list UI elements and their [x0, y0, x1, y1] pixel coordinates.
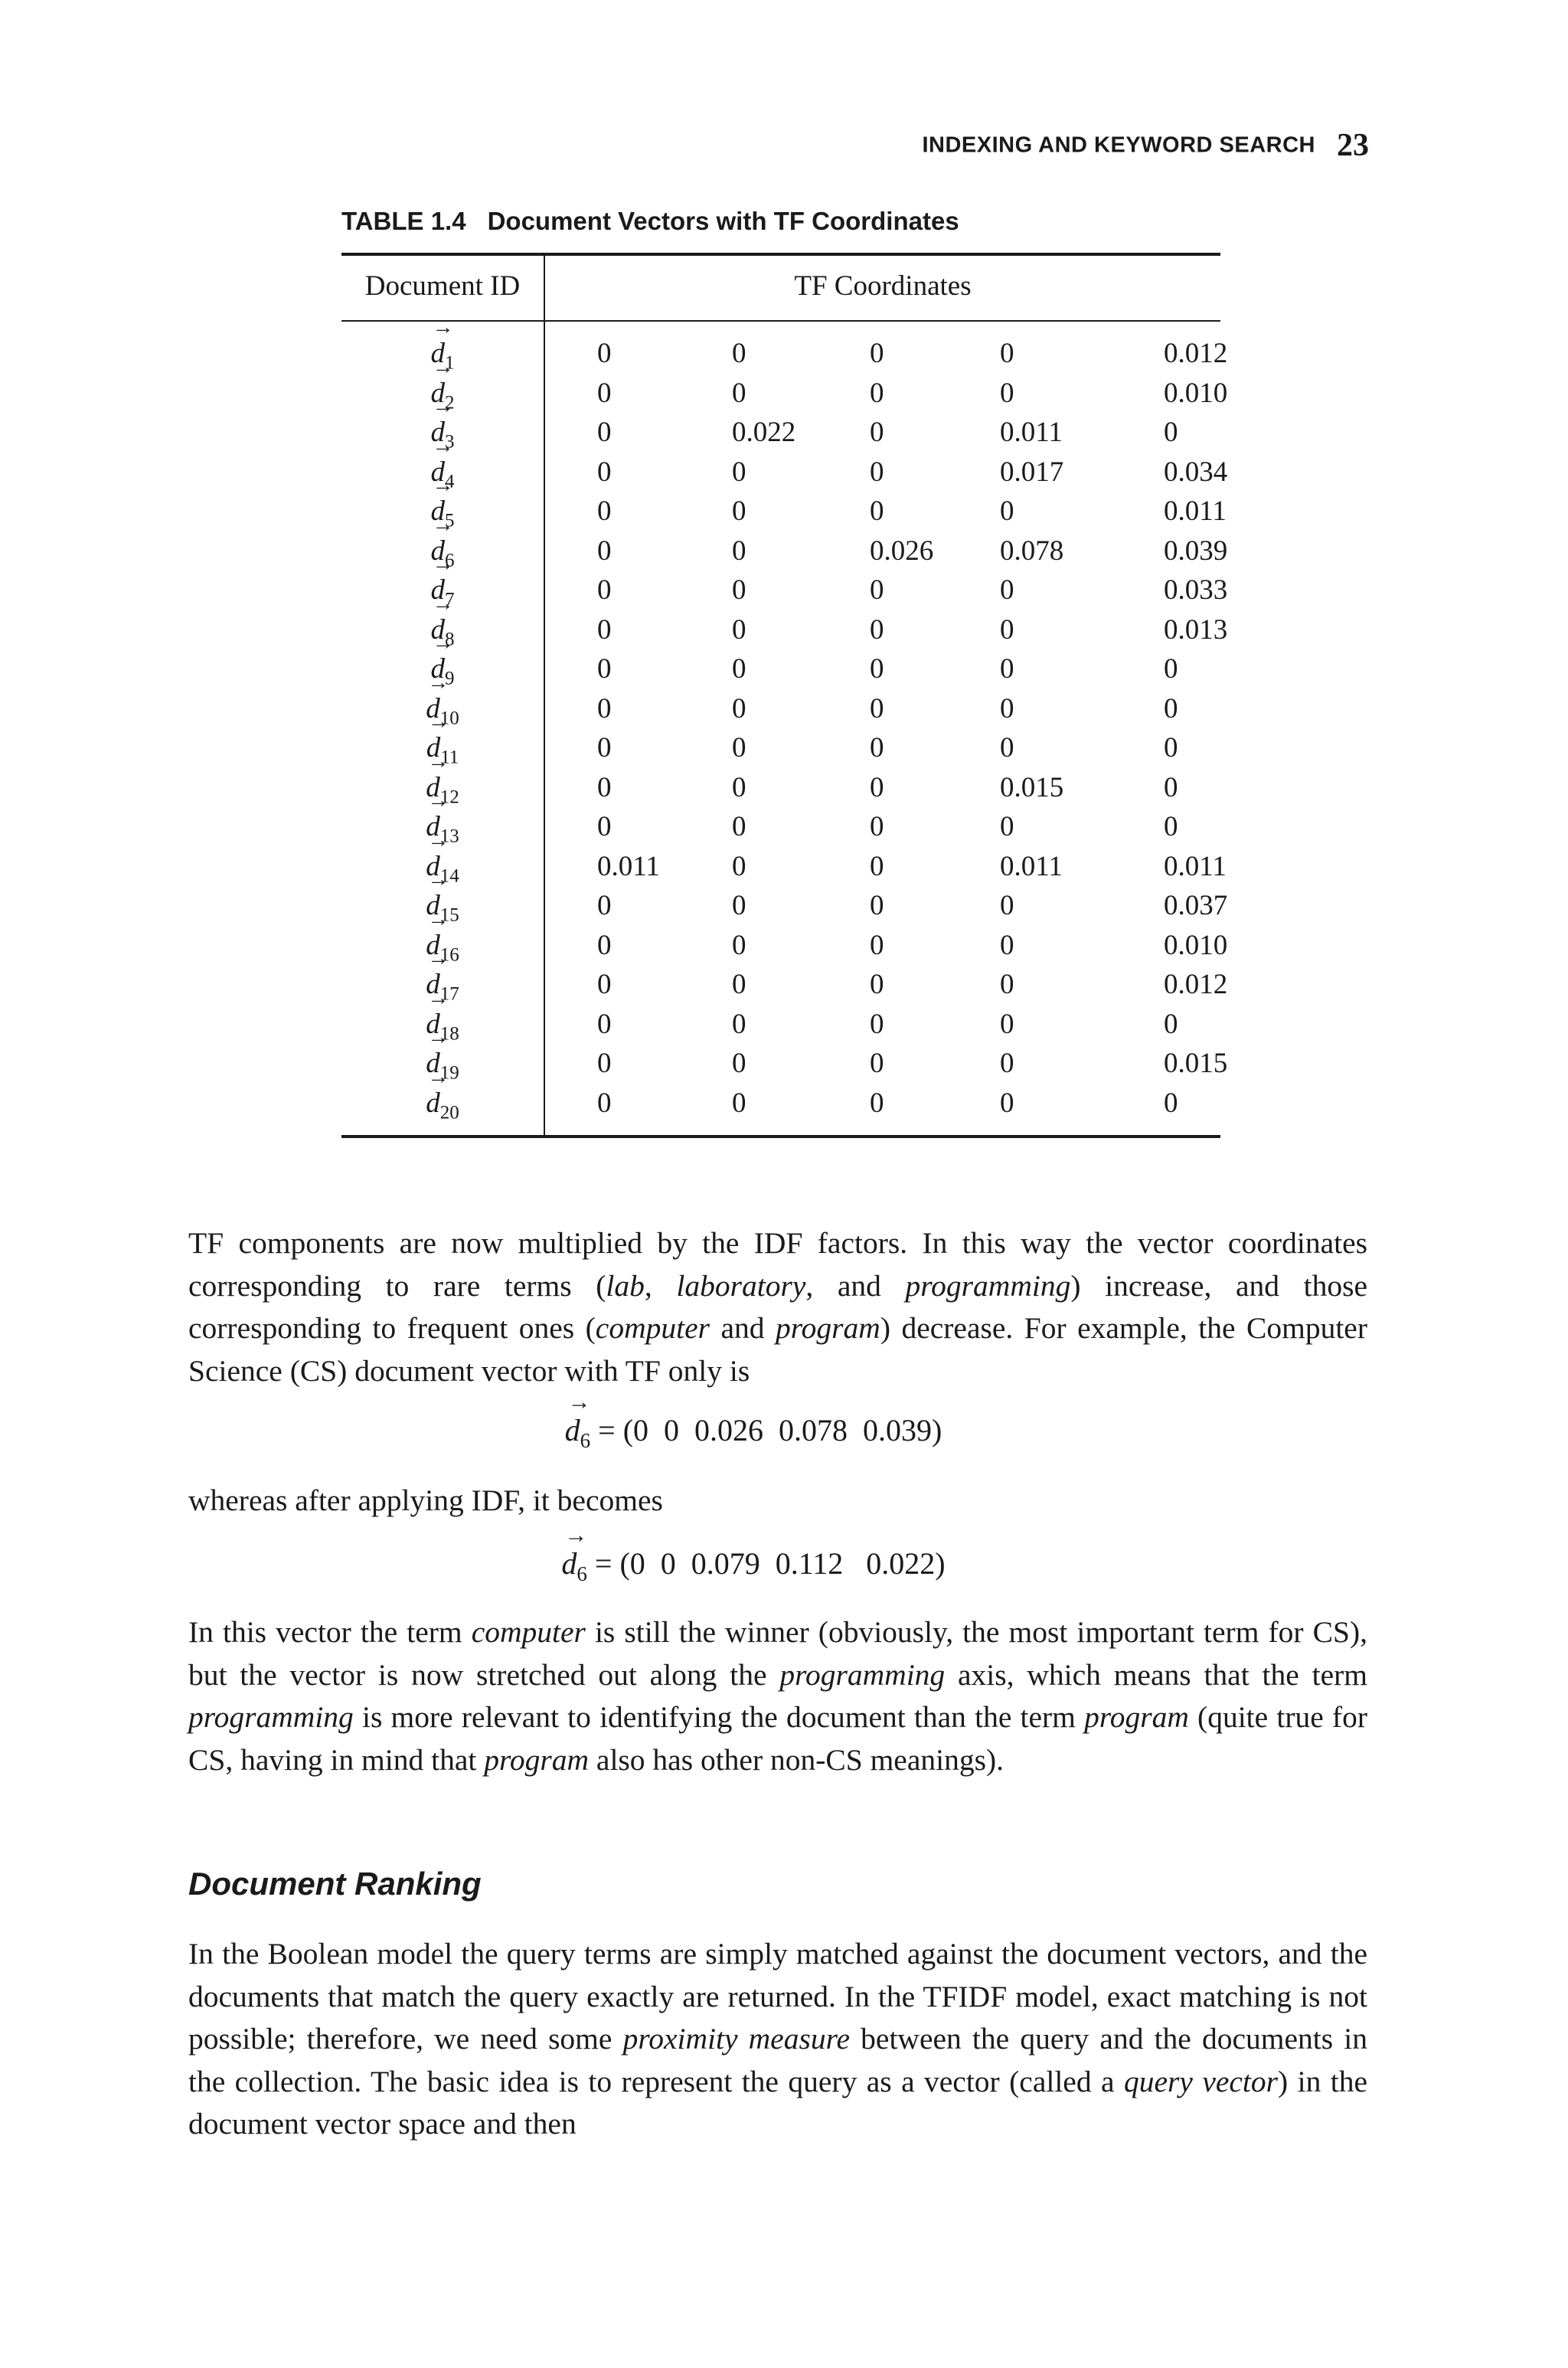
table-body [341, 337, 1228, 1126]
tf-value-cell: 0.011 [597, 850, 660, 882]
tf-value-cell: 0.012 [1164, 969, 1228, 1000]
tf-value-cell: 0 [1000, 377, 1014, 409]
tf-value-cell: 0 [1164, 1008, 1178, 1040]
document-vector-symbol: → d [426, 929, 440, 962]
tf-value-cell: 0 [1000, 929, 1014, 961]
tf-coordinates-table [341, 253, 1228, 1141]
tf-value-cell: 0 [870, 1008, 884, 1040]
document-vector-symbol: → d [431, 535, 446, 567]
tf-value-cell: 0 [597, 574, 612, 606]
table-row [341, 1087, 1220, 1127]
document-index: 13 [439, 826, 459, 847]
text-run: and [709, 1311, 776, 1345]
tf-value-cell: 0 [597, 613, 612, 646]
tf-value-cell: 0 [870, 969, 884, 1000]
tf-value-cell: 0 [732, 929, 746, 961]
tf-value-cell: 0.015 [1000, 771, 1064, 803]
italic-term: programming [905, 1268, 1071, 1303]
paragraph-vector-analysis [188, 1611, 1367, 1781]
document-vector-symbol: → d [426, 731, 441, 764]
tf-value-cell: 0 [732, 890, 746, 921]
equation-rhs: = (0 0 0.026 0.078 0.039) [598, 1413, 942, 1447]
tf-value-cell: 0 [732, 850, 746, 882]
document-vector-symbol: → d [431, 653, 446, 685]
tf-value-cell: 0 [1000, 890, 1014, 921]
italic-term: lab [606, 1268, 645, 1303]
document-vector-symbol: → d [431, 495, 446, 528]
tf-value-cell: 0 [870, 456, 884, 488]
tf-value-cell: 0 [1164, 692, 1178, 724]
text-run: is more relevant to identifying the document than the term [353, 1700, 1085, 1734]
text-run: , and [805, 1268, 906, 1303]
tf-value-cell: 0 [870, 417, 884, 448]
vector-var: → d [561, 1545, 577, 1581]
tf-value-cell: 0 [870, 811, 884, 842]
tf-value-cell: 0.012 [1164, 338, 1228, 369]
col-header-document-id: Document ID [364, 270, 521, 302]
document-vector-symbol: → d [431, 574, 446, 607]
tf-value-cell: 0 [597, 1008, 612, 1040]
running-head [842, 127, 1369, 164]
tf-value-cell: 0 [1000, 732, 1014, 764]
tf-value-cell: 0 [870, 732, 884, 764]
tf-value-cell: 0 [1000, 496, 1014, 527]
tf-value-cell: 0 [732, 377, 746, 409]
tf-value-cell: 0.017 [1000, 456, 1064, 488]
tf-value-cell: 0 [732, 1008, 746, 1040]
table-top-rule [341, 253, 1220, 256]
document-index: 1 [445, 352, 455, 374]
tf-value-cell: 0.033 [1164, 574, 1228, 606]
paragraph-document-ranking [188, 1933, 1367, 2146]
table-row [341, 810, 1220, 850]
tf-value-cell: 0 [732, 732, 746, 764]
document-index: 18 [439, 1022, 459, 1044]
tf-value-cell: 0 [597, 338, 612, 369]
italic-term: program [1084, 1700, 1189, 1734]
document-vector-symbol: → d [431, 377, 446, 410]
document-index: 9 [445, 668, 455, 689]
tf-value-cell: 0.078 [1000, 535, 1064, 567]
text-run: , [644, 1268, 677, 1303]
tf-value-cell: 0 [732, 456, 746, 488]
tf-value-cell: 0 [870, 338, 884, 369]
italic-term: program [484, 1742, 590, 1777]
tf-value-cell: 0 [870, 890, 884, 921]
document-index: 5 [445, 510, 455, 531]
tf-value-cell: 0 [1000, 613, 1014, 646]
table-row [341, 377, 1228, 417]
italic-term: computer [595, 1311, 710, 1345]
page-number: 23 [1337, 128, 1369, 163]
table-row [341, 574, 1228, 613]
tf-value-cell: 0 [732, 1048, 746, 1079]
italic-term: laboratory [676, 1268, 806, 1303]
document-index: 11 [440, 747, 459, 768]
tf-value-cell: 0 [732, 811, 746, 842]
vector-subscript: 6 [580, 1429, 591, 1452]
tf-value-cell: 0 [870, 377, 884, 409]
tf-value-cell: 0 [1164, 1087, 1178, 1119]
section-heading: Document Ranking [188, 1866, 482, 1902]
tf-value-cell: 0 [732, 1087, 746, 1119]
text-run: axis, which means that the term [945, 1657, 1367, 1692]
document-vector-symbol: → d [431, 456, 446, 489]
tf-value-cell: 0 [870, 1048, 884, 1079]
tf-value-cell: 0 [870, 929, 884, 961]
table-row [341, 613, 1228, 653]
table-row [341, 771, 1220, 811]
tf-value-cell: 0 [1164, 653, 1178, 685]
tf-value-cell: 0 [597, 969, 612, 1000]
text-run: between the query and the documents in the collection. The basic idea is to represent the query as a vector (called a [188, 2022, 1367, 2098]
tf-value-cell: 0 [597, 732, 612, 764]
tf-value-cell: 0.022 [732, 417, 796, 448]
text-run: ) decrease. For example, the Computer Science (CS) document vector with TF only is [188, 1311, 1367, 1388]
vector-subscript: 6 [577, 1562, 587, 1585]
tf-value-cell: 0 [597, 535, 612, 567]
tf-value-cell: 0 [870, 496, 884, 527]
document-index: 7 [445, 589, 455, 610]
tf-value-cell: 0.039 [1164, 535, 1228, 567]
tf-value-cell: 0.011 [1000, 850, 1063, 882]
table-bottom-rule [341, 1135, 1220, 1138]
document-index: 19 [439, 1062, 459, 1084]
tf-value-cell: 0 [597, 771, 612, 803]
tf-value-cell: 0 [597, 456, 612, 488]
tf-value-cell: 0 [597, 1087, 612, 1119]
tf-value-cell: 0.010 [1164, 929, 1228, 961]
italic-term: program [776, 1311, 880, 1345]
tf-value-cell: 0.037 [1164, 890, 1228, 921]
document-index: 14 [439, 865, 459, 886]
tf-value-cell: 0 [1000, 969, 1014, 1000]
table-caption [341, 207, 959, 236]
tf-value-cell: 0 [1000, 574, 1014, 606]
text-run: TF components are now multiplied by the IDF factors. In this way the vector coordinates corresponding to rare terms ( [188, 1226, 1367, 1303]
table-row [341, 456, 1228, 496]
table-caption-label: TABLE 1.4 [341, 207, 466, 235]
tf-value-cell: 0 [597, 890, 612, 921]
table-row [341, 692, 1220, 732]
document-index: 16 [439, 944, 459, 965]
paragraph-tf-idf [188, 1222, 1367, 1392]
tf-value-cell: 0 [597, 1048, 612, 1079]
table-row [341, 968, 1228, 1008]
document-index: 15 [439, 904, 459, 926]
tf-value-cell: 0 [1164, 732, 1178, 764]
tf-value-cell: 0 [1000, 811, 1014, 842]
document-index: 12 [439, 786, 459, 807]
document-index: 2 [445, 391, 455, 413]
document-vector-symbol: → d [426, 692, 440, 725]
tf-value-cell: 0 [732, 692, 746, 724]
tf-value-cell: 0.026 [870, 535, 934, 567]
tf-value-cell: 0.013 [1164, 613, 1228, 646]
italic-term: proximity measure [622, 2022, 851, 2056]
running-title: INDEXING AND KEYWORD SEARCH [922, 132, 1315, 158]
tf-value-cell: 0.015 [1164, 1048, 1228, 1079]
tf-value-cell: 0 [870, 1087, 884, 1119]
document-index: 8 [445, 628, 455, 649]
document-index: 3 [445, 431, 455, 453]
tf-value-cell: 0 [597, 929, 612, 961]
document-index: 17 [439, 983, 459, 1005]
document-index: 20 [439, 1101, 459, 1123]
tf-value-cell: 0 [732, 535, 746, 567]
table-caption-title: Document Vectors with TF Coordinates [487, 207, 959, 235]
tf-value-cell: 0 [732, 496, 746, 527]
equation-d6-tf [0, 1412, 1537, 1453]
tf-value-cell: 0 [1164, 811, 1178, 842]
italic-term: computer [471, 1615, 586, 1649]
document-index: 4 [445, 470, 455, 492]
text-run: also has other non-CS meanings). [589, 1742, 1004, 1777]
tf-value-cell: 0 [732, 338, 746, 369]
table-row [341, 653, 1220, 692]
paragraph-whereas: whereas after applying IDF, it becomes [188, 1483, 663, 1517]
tf-value-cell: 0.011 [1000, 417, 1063, 448]
document-vector-symbol: → d [426, 1008, 440, 1041]
tf-value-cell: 0 [870, 574, 884, 606]
italic-term: programming [188, 1700, 354, 1734]
tf-value-cell: 0 [732, 653, 746, 685]
document-vector-symbol: → d [426, 1047, 440, 1080]
tf-value-cell: 0 [732, 969, 746, 1000]
italic-term: programming [779, 1657, 946, 1692]
tf-value-cell: 0 [597, 811, 612, 842]
tf-value-cell: 0 [597, 496, 612, 527]
document-vector-symbol: → d [426, 1087, 440, 1120]
text-run: In this vector the term [188, 1615, 472, 1649]
equation-d6-tfidf [0, 1545, 1537, 1586]
vector-var: → d [565, 1412, 580, 1448]
tf-value-cell: 0 [597, 653, 612, 685]
table-row [341, 731, 1220, 771]
document-vector-symbol: → d [426, 850, 440, 883]
document-index: 10 [439, 707, 459, 728]
equation-rhs: = (0 0 0.079 0.112 0.022) [594, 1546, 946, 1581]
document-vector-symbol: → d [426, 889, 440, 922]
table-row [341, 929, 1228, 969]
tf-value-cell: 0 [870, 692, 884, 724]
tf-value-cell: 0 [1000, 692, 1014, 724]
document-vector-symbol: → d [431, 337, 446, 370]
tf-value-cell: 0 [1000, 653, 1014, 685]
tf-value-cell: 0.011 [1164, 496, 1227, 527]
table-row [341, 416, 1220, 456]
tf-value-cell: 0 [597, 377, 612, 409]
table-row [341, 337, 1228, 377]
table-row [341, 495, 1227, 535]
tf-value-cell: 0.034 [1164, 456, 1228, 488]
table-row [341, 850, 1227, 890]
text-run: ) increase, and those corresponding to frequent ones ( [188, 1268, 1367, 1345]
document-vector-symbol: → d [426, 968, 440, 1001]
tf-value-cell: 0.011 [1164, 850, 1227, 882]
tf-value-cell: 0 [597, 417, 612, 448]
document-index: 6 [445, 549, 455, 571]
document-vector-symbol: → d [426, 810, 440, 843]
tf-value-cell: 0 [870, 653, 884, 685]
tf-value-cell: 0 [1164, 771, 1178, 803]
tf-value-cell: 0 [1000, 338, 1014, 369]
tf-value-cell: 0 [732, 574, 746, 606]
table-header-rule [341, 320, 1220, 322]
document-id-cell [341, 1087, 544, 1123]
tf-value-cell: 0 [732, 613, 746, 646]
tf-value-cell: 0 [1000, 1048, 1014, 1079]
tf-value-cell: 0 [1164, 417, 1178, 448]
tf-value-cell: 0 [732, 771, 746, 803]
text-run: (quite true for CS, having in mind that [188, 1700, 1367, 1777]
text-run: is still the winner (obviously, the most important term for CS), but the vector is now stretched out along the [188, 1615, 1367, 1692]
tf-value-cell: 0 [1000, 1008, 1014, 1040]
document-vector-symbol: → d [426, 771, 440, 804]
table-row [341, 1008, 1220, 1048]
table-row [341, 535, 1228, 574]
tf-value-cell: 0 [870, 850, 884, 882]
table-row [341, 1047, 1228, 1087]
tf-value-cell: 0 [870, 771, 884, 803]
italic-term: query vector [1123, 2064, 1279, 2098]
col-header-tf-coordinates: TF Coordinates [794, 270, 972, 302]
document-vector-symbol: → d [431, 613, 446, 646]
document-vector-symbol: → d [431, 416, 446, 449]
tf-value-cell: 0.010 [1164, 377, 1228, 409]
tf-value-cell: 0 [597, 692, 612, 724]
text-run: ) in the document vector space and then [188, 2064, 1368, 2141]
text-run: In the Boolean model the query terms are simply matched against the document vectors, and the documents that match the query exactly are returned. In the TFIDF model, exact matching is not possible; therefore, we need some [188, 1937, 1367, 2056]
tf-value-cell: 0 [870, 613, 884, 646]
tf-value-cell: 0 [1000, 1087, 1014, 1119]
table-row [341, 889, 1228, 929]
